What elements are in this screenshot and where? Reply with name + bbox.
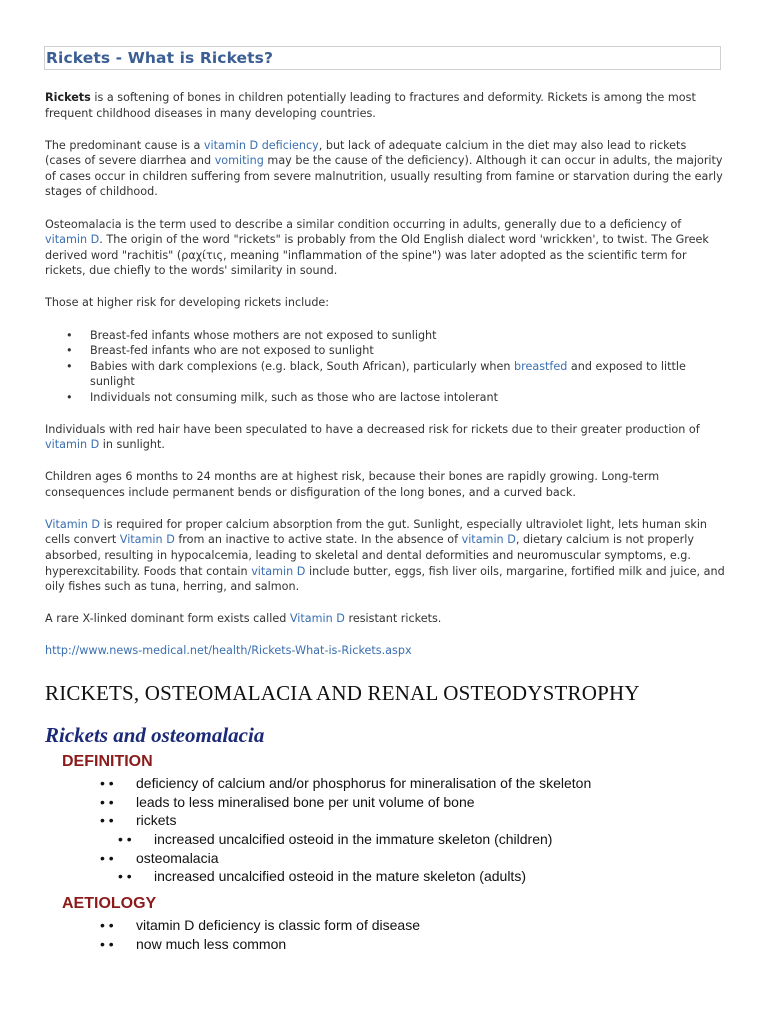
list-item: • Breast-fed infants whose mothers are not exposed to sunlight (45, 328, 725, 344)
intro-term: Rickets (45, 91, 91, 104)
list-item: • Breast-fed infants who are not exposed to sunlight (45, 343, 725, 359)
section-subheading: Rickets and osteomalacia (45, 723, 265, 747)
list-item: • Babies with dark complexions (e.g. black, South African), particularly when breastfed and exposed to little sunlight (45, 359, 725, 390)
article-title-box (44, 46, 721, 70)
aetiology-list (45, 916, 745, 953)
bullet-icon: • • (100, 793, 114, 810)
children-paragraph: Children ages 6 months to 24 months are at highest risk, because their bones are rapidly growing. Long-term consequences include permanent bends or disfiguration of the long bones, and a curved back. (45, 470, 660, 499)
bullet-icon: • • (100, 935, 114, 952)
aetiology-heading: AETIOLOGY (62, 895, 157, 913)
article-body (45, 90, 725, 676)
intro-paragraph: Rickets is a softening of bones in children potentially leading to fractures and deformity. Rickets is among the most frequent childhood diseases in many developing countries. (45, 91, 696, 120)
source-paragraph (45, 643, 725, 659)
link-vitamin-d[interactable]: vitamin D (45, 438, 100, 452)
bullet-icon: • • (118, 831, 132, 848)
definition-heading: DEFINITION (62, 753, 153, 770)
link-vitamin-d[interactable]: Vitamin D (119, 533, 175, 547)
risk-intro: Those at higher risk for developing rickets include: (45, 296, 330, 310)
list-item: • • rickets (100, 812, 177, 829)
bullet-icon: • • (100, 917, 114, 934)
osteomalacia-paragraph: Osteomalacia is the term used to describe a similar condition occurring in adults, generally due to a deficiency of vitamin D. The origin of the word "rickets" is probably from the Old English dialect word 'wrickken', to twist. The Greek derived word "rachitis" (ραχίτις, meaning "inflammation of the spine") was later adopted as the scientific term for rickets, due chiefly to the words' similarity in sound. (45, 217, 709, 278)
link-vitamin-d[interactable]: vitamin D (251, 564, 306, 578)
link-vitamin-d[interactable]: Vitamin D (45, 517, 101, 531)
list-item: • • increased uncalcified osteoid in the mature skeleton (adults) (118, 868, 526, 885)
article-title: Rickets - What is Rickets? (46, 49, 274, 67)
bullet-icon: • • (100, 812, 114, 829)
clinical-section (45, 680, 745, 954)
link-vitamin-d[interactable]: Vitamin D (289, 612, 345, 626)
red-hair-paragraph: Individuals with red hair have been speculated to have a decreased risk for rickets due to their greater production of vitamin D in sunlight. (45, 422, 700, 452)
link-vitamin-d[interactable]: vitamin D (461, 533, 516, 547)
bullet-icon: • • (100, 775, 114, 791)
risk-list (45, 328, 725, 406)
bullet-icon: • • (118, 868, 132, 885)
link-vitamin-d[interactable]: vitamin D (45, 233, 100, 247)
list-item: • • increased uncalcified osteoid in the immature skeleton (children) (118, 831, 553, 848)
definition-list (45, 774, 745, 886)
list-item: • Individuals not consuming milk, such as those who are lactose intolerant (45, 390, 725, 406)
list-item: • • deficiency of calcium and/or phosphorus for mineralisation of the skeleton (100, 775, 592, 791)
list-item: • • now much less common (100, 935, 287, 952)
section-heading: RICKETS, OSTEOMALACIA AND RENAL OSTEODYSTROPHY (45, 681, 640, 705)
cause-paragraph: The predominant cause is a vitamin D deficiency, but lack of adequate calcium in the diet may also lead to rickets (cases of severe diarrhea and vomiting may be the cause of the deficiency). Although it can occur in adults, the majority of cases occur in children suffering from severe malnutrition, usually resulting from famine or starvation during the early stages of childhood. (45, 138, 723, 199)
list-item: • • leads to less mineralised bone per unit volume of bone (100, 793, 475, 810)
link-vitamin-d-deficiency[interactable]: vitamin D deficiency (203, 138, 319, 152)
list-item: • • osteomalacia (100, 849, 219, 866)
source-url-link[interactable]: http://www.news-medical.net/health/Rickets-What-is-Rickets.aspx (45, 644, 412, 658)
link-breastfed[interactable]: breastfed (514, 359, 568, 373)
vitamin-d-paragraph: Vitamin D is required for proper calcium absorption from the gut. Sunlight, especially ultraviolet light, lets human skin cells convert Vitamin D from an inactive to active state. In the absence of vitamin D, dietary calcium is not properly absorbed, resulting in hypocalcemia, leading to skeletal and dental deformities and neuromuscular symptoms, e.g. hyperexcitability. Foods that contain vitamin D include butter, eggs, fish liver oils, margarine, fortified milk and juice, and oily fishes such as tuna, herring, and salmon. (45, 517, 725, 594)
x-linked-paragraph: A rare X-linked dominant form exists called Vitamin D resistant rickets. (45, 612, 442, 626)
link-vomiting[interactable]: vomiting (214, 154, 264, 168)
list-item: • • vitamin D deficiency is classic form of disease (100, 917, 420, 934)
bullet-icon: • • (100, 849, 114, 866)
